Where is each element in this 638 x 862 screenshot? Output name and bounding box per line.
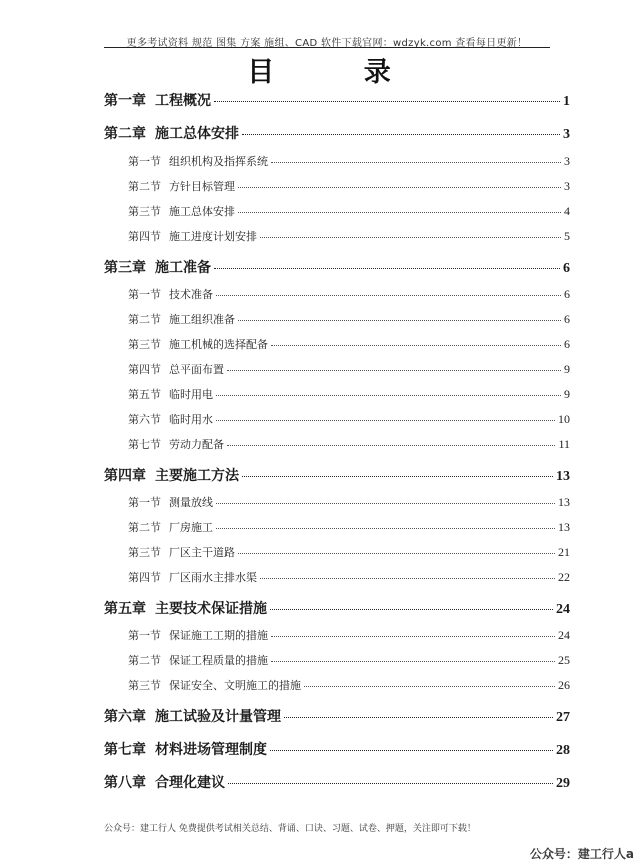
toc-section[interactable] xyxy=(128,203,570,219)
dot-leader xyxy=(260,578,555,579)
dot-leader xyxy=(271,636,555,637)
toc-number: 第七章 xyxy=(104,742,146,758)
toc-number: 第三节 xyxy=(128,546,161,559)
toc-number: 第五节 xyxy=(128,388,161,401)
dot-leader xyxy=(238,320,561,321)
toc-page: 13 xyxy=(556,469,570,484)
toc-section[interactable] xyxy=(128,411,570,427)
dot-leader xyxy=(270,750,553,751)
toc-section[interactable] xyxy=(128,652,570,668)
toc-title: 施工试验及计量管理 xyxy=(155,709,281,725)
toc-chapter-1[interactable] xyxy=(104,90,570,110)
toc-section[interactable] xyxy=(128,153,570,169)
toc-title: 厂区主干道路 xyxy=(169,546,235,559)
page-header: 更多考试资料 规范 图集 方案 施组、CAD 软件下载官网：wdzyk.com 查看每日更新！ xyxy=(126,38,528,49)
toc-title: 施工总体安排 xyxy=(169,205,235,218)
toc-chapter-4[interactable] xyxy=(104,465,570,485)
toc-page: 9 xyxy=(564,362,570,376)
toc-title: 主要技术保证措施 xyxy=(155,601,267,617)
toc-title: 施工准备 xyxy=(155,260,211,276)
toc-title: 临时用电 xyxy=(169,388,213,401)
dot-leader xyxy=(271,345,561,346)
dot-leader xyxy=(284,717,553,718)
toc-chapter-8[interactable] xyxy=(104,772,570,792)
toc-number: 第二节 xyxy=(128,654,161,667)
toc-number: 第四节 xyxy=(128,571,161,584)
dot-leader xyxy=(214,101,560,102)
toc-section[interactable] xyxy=(128,336,570,352)
toc-page: 27 xyxy=(556,710,570,725)
toc-title: 劳动力配备 xyxy=(169,438,224,451)
page-footer: 公众号：建工行人 免费提供考试相关总结、背诵、口诀、习题、试卷、押题，关注即可下载！ xyxy=(104,824,476,834)
dot-leader xyxy=(227,370,561,371)
toc-title: 保证安全、文明施工的措施 xyxy=(169,679,301,692)
toc-section[interactable] xyxy=(128,569,570,585)
toc-number: 第三章 xyxy=(104,260,146,276)
toc-title: 测量放线 xyxy=(169,496,213,509)
toc-section[interactable] xyxy=(128,228,570,244)
toc-page: 24 xyxy=(558,628,570,642)
toc-number: 第六章 xyxy=(104,709,146,725)
toc-page: 9 xyxy=(564,387,570,401)
toc-section[interactable] xyxy=(128,494,570,510)
toc-title: 技术准备 xyxy=(169,288,213,301)
toc-title: 保证工程质量的措施 xyxy=(169,654,268,667)
toc-title: 保证施工工期的措施 xyxy=(169,629,268,642)
dot-leader xyxy=(216,395,561,396)
toc-number: 第八章 xyxy=(104,775,146,791)
dot-leader xyxy=(270,609,553,610)
toc-page: 13 xyxy=(558,495,570,509)
toc-page: 21 xyxy=(558,545,570,559)
toc-number: 第三节 xyxy=(128,205,161,218)
toc-page: 3 xyxy=(563,127,570,142)
dot-leader xyxy=(238,187,561,188)
toc-section[interactable] xyxy=(128,311,570,327)
toc-number: 第一节 xyxy=(128,496,161,509)
dot-leader xyxy=(242,134,560,135)
dot-leader xyxy=(271,661,555,662)
toc-title: 材料进场管理制度 xyxy=(155,742,267,758)
toc-title: 厂房施工 xyxy=(169,521,213,534)
toc-section[interactable] xyxy=(128,386,570,402)
toc-chapter-6[interactable] xyxy=(104,706,570,726)
toc-page: 1 xyxy=(563,94,570,109)
toc-page: 25 xyxy=(558,653,570,667)
toc-number: 第三节 xyxy=(128,338,161,351)
toc-page: 6 xyxy=(564,337,570,351)
watermark: 公众号：建工行人a xyxy=(529,847,634,861)
dot-leader xyxy=(260,237,561,238)
toc-number: 第七节 xyxy=(128,438,161,451)
toc-section[interactable] xyxy=(128,286,570,302)
toc-title: 施工组织准备 xyxy=(169,313,235,326)
dot-leader xyxy=(304,686,555,687)
toc-number: 第六节 xyxy=(128,413,161,426)
dot-leader xyxy=(227,445,555,446)
toc-page: 28 xyxy=(556,743,570,758)
toc-page: 4 xyxy=(564,204,570,218)
toc-page: 5 xyxy=(564,229,570,243)
toc-page: 13 xyxy=(558,520,570,534)
toc-page: 24 xyxy=(556,602,570,617)
toc-chapter-3[interactable] xyxy=(104,257,570,277)
toc-page: 6 xyxy=(564,287,570,301)
toc-section[interactable] xyxy=(128,627,570,643)
dot-leader xyxy=(214,268,560,269)
toc-title: 施工进度计划安排 xyxy=(169,230,257,243)
toc-section[interactable] xyxy=(128,677,570,693)
toc-chapter-5[interactable] xyxy=(104,598,570,618)
toc-page: 6 xyxy=(564,312,570,326)
toc-title: 施工总体安排 xyxy=(155,126,239,142)
toc-title: 合理化建议 xyxy=(155,775,225,791)
dot-leader xyxy=(216,528,555,529)
toc-chapter-2[interactable] xyxy=(104,123,570,143)
toc-number: 第四章 xyxy=(104,468,146,484)
toc-page: 6 xyxy=(563,261,570,276)
toc-title: 组织机构及指挥系统 xyxy=(169,155,268,168)
dot-leader xyxy=(242,476,553,477)
toc-number: 第一章 xyxy=(104,93,146,109)
toc-section[interactable] xyxy=(128,544,570,560)
toc-section[interactable] xyxy=(128,519,570,535)
dot-leader xyxy=(271,162,561,163)
dot-leader xyxy=(228,783,553,784)
toc-title: 施工机械的选择配备 xyxy=(169,338,268,351)
dot-leader xyxy=(216,295,561,296)
toc-page: 26 xyxy=(558,678,570,692)
toc-title: 总平面布置 xyxy=(169,363,224,376)
toc-title: 方针目标管理 xyxy=(169,180,235,193)
toc-title: 厂区雨水主排水渠 xyxy=(169,571,257,584)
toc-title: 临时用水 xyxy=(169,413,213,426)
dot-leader xyxy=(238,553,555,554)
toc-number: 第三节 xyxy=(128,679,161,692)
toc-title: 工程概况 xyxy=(155,93,211,109)
toc-page: 11 xyxy=(558,437,570,451)
toc-number: 第四节 xyxy=(128,230,161,243)
dot-leader xyxy=(216,420,555,421)
toc-chapter-7[interactable] xyxy=(104,739,570,759)
toc-title: 主要施工方法 xyxy=(155,468,239,484)
toc-section[interactable] xyxy=(128,178,570,194)
toc-number: 第二节 xyxy=(128,521,161,534)
toc-page: 10 xyxy=(558,412,570,426)
toc-number: 第二章 xyxy=(104,126,146,142)
dot-leader xyxy=(216,503,555,504)
toc-number: 第二节 xyxy=(128,180,161,193)
toc-number: 第一节 xyxy=(128,155,161,168)
toc-number: 第五章 xyxy=(104,601,146,617)
toc-page: 3 xyxy=(564,179,570,193)
toc-page: 29 xyxy=(556,776,570,791)
toc-number: 第二节 xyxy=(128,313,161,326)
toc-page: 3 xyxy=(564,154,570,168)
toc-number: 第一节 xyxy=(128,288,161,301)
page-title: 目 录 xyxy=(247,57,431,88)
dot-leader xyxy=(238,212,561,213)
toc-number: 第一节 xyxy=(128,629,161,642)
toc-number: 第四节 xyxy=(128,363,161,376)
toc-section[interactable] xyxy=(128,436,570,452)
toc-page: 22 xyxy=(558,570,570,584)
header-rule xyxy=(104,47,550,48)
toc-section[interactable] xyxy=(128,361,570,377)
